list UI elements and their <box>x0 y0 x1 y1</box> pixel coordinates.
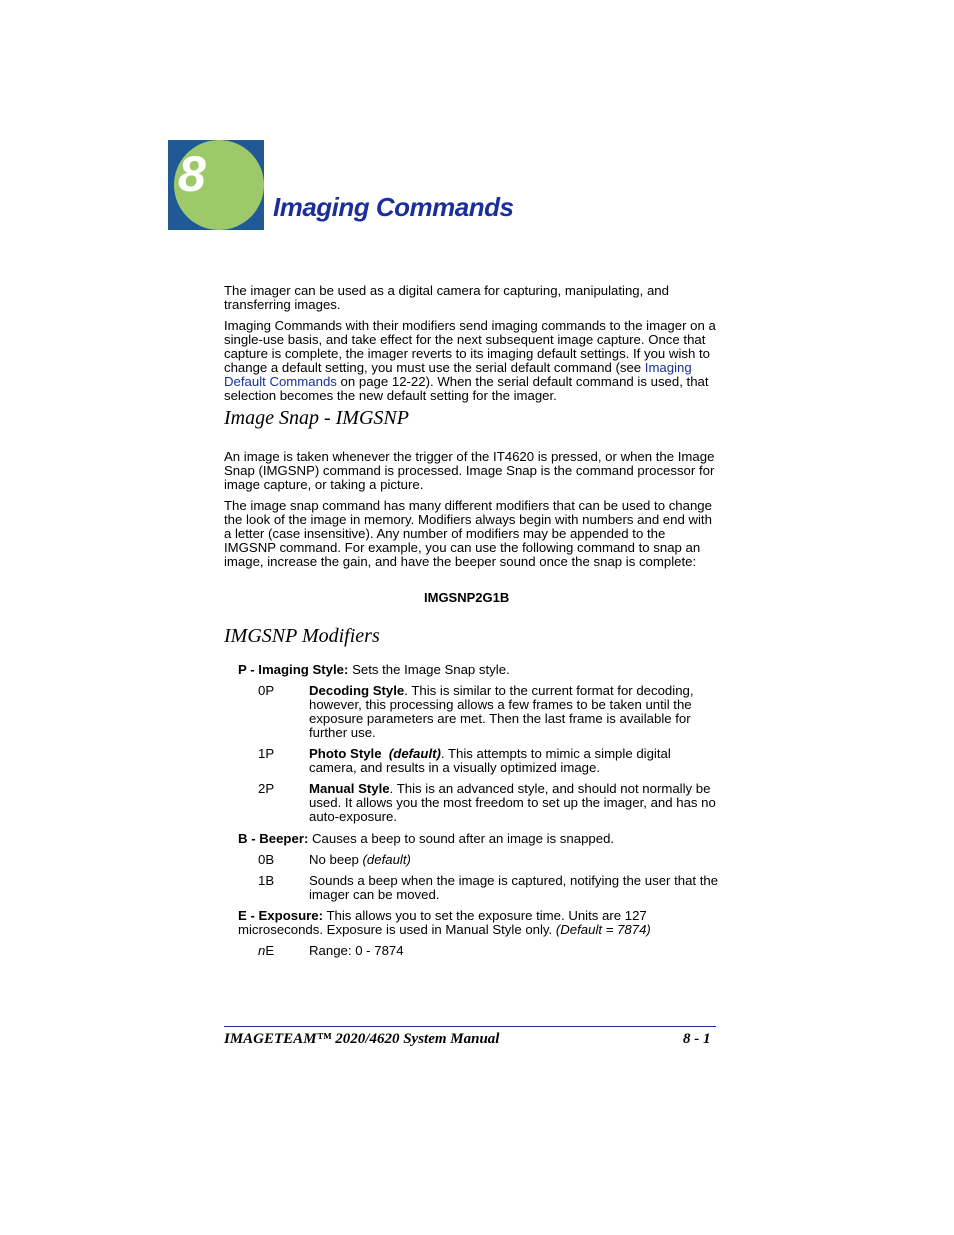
option-code-1p: 1P <box>258 746 275 761</box>
image-snap-paragraph-2: The image snap command has many different modifiers that can be used to change the look of the image in memory. Modifiers always begin with numbers and end with a letter (case insensitive). Any number of modifiers may be appended to the IMGSNP command. For example, you can use the following command to snap an image, increase the gain, and have the beeper sound once the snap is complete: <box>224 498 712 569</box>
option-code-1b: 1B <box>258 873 275 888</box>
section-heading-imgsnp-modifiers: IMGSNP Modifiers <box>224 625 380 647</box>
option-desc-ne: Range: 0 - 7874 <box>309 943 404 958</box>
option-desc-1p: Photo Style (default). This attempts to mimic a simple digital camera, and results in a visually optimized image. <box>309 746 671 775</box>
option-desc-1b: Sounds a beep when the image is captured, notifying the user that the imager can be moved. <box>309 873 719 902</box>
section-heading-image-snap: Image Snap - IMGSNP <box>224 407 409 429</box>
intro-paragraph-1: The imager can be used as a digital camera for capturing, manipulating, and transferring images. <box>224 283 669 312</box>
modifier-e-heading: E - Exposure: This allows you to set the exposure time. Units are 127 microseconds. Exposure is used in Manual Style only. (Default = 7874) <box>238 908 651 937</box>
modifier-b-heading: B - Beeper: Causes a beep to sound after an image is snapped. <box>238 831 615 846</box>
option-desc-0p: Decoding Style. This is similar to the current format for decoding, however, this processing allows a few frames to be taken until the exposure parameters are met. Then the last frame is available for further use. <box>309 683 694 740</box>
footer-rule <box>224 1026 716 1027</box>
option-desc-0b: No beep (default) <box>309 852 411 867</box>
image-snap-paragraph-1: An image is taken whenever the trigger of the IT4620 is pressed, or when the Image Snap (IMGSNP) command is processed. Image Snap is the command processor for image capture, or taking a picture. <box>224 449 715 492</box>
option-code-0b: 0B <box>258 852 275 867</box>
chapter-number: 8 <box>178 146 206 202</box>
option-code-0p: 0P <box>258 683 275 698</box>
modifier-p-heading: P - Imaging Style: Sets the Image Snap style. <box>238 662 510 677</box>
footer-manual-title: IMAGETEAM™ 2020/4620 System Manual <box>224 1031 500 1047</box>
option-desc-2p: Manual Style. This is an advanced style, and should not normally be used. It allows you the most freedom to set up the imager, and has no auto-exposure. <box>309 781 716 824</box>
option-code-2p: 2P <box>258 781 275 796</box>
command-example: IMGSNP2G1B <box>424 590 510 605</box>
imaging-default-commands-link[interactable]: Imaging Default Commands <box>224 360 692 389</box>
chapter-title: Imaging Commands <box>273 192 514 222</box>
option-code-ne: nE <box>258 943 275 958</box>
footer-page-number: 8 - 1 <box>683 1031 711 1047</box>
intro-paragraph-2: Imaging Commands with their modifiers send imaging commands to the imager on a single-use basis, and take effect for the next subsequent image capture. Once that capture is complete, the imager reverts to its imaging default settings. If you wish to change a default setting, you must use the serial default command (see Imaging Default Commands on page 12-22). When the serial default command is used, that selection becomes the new default setting for the imager. <box>224 318 716 403</box>
